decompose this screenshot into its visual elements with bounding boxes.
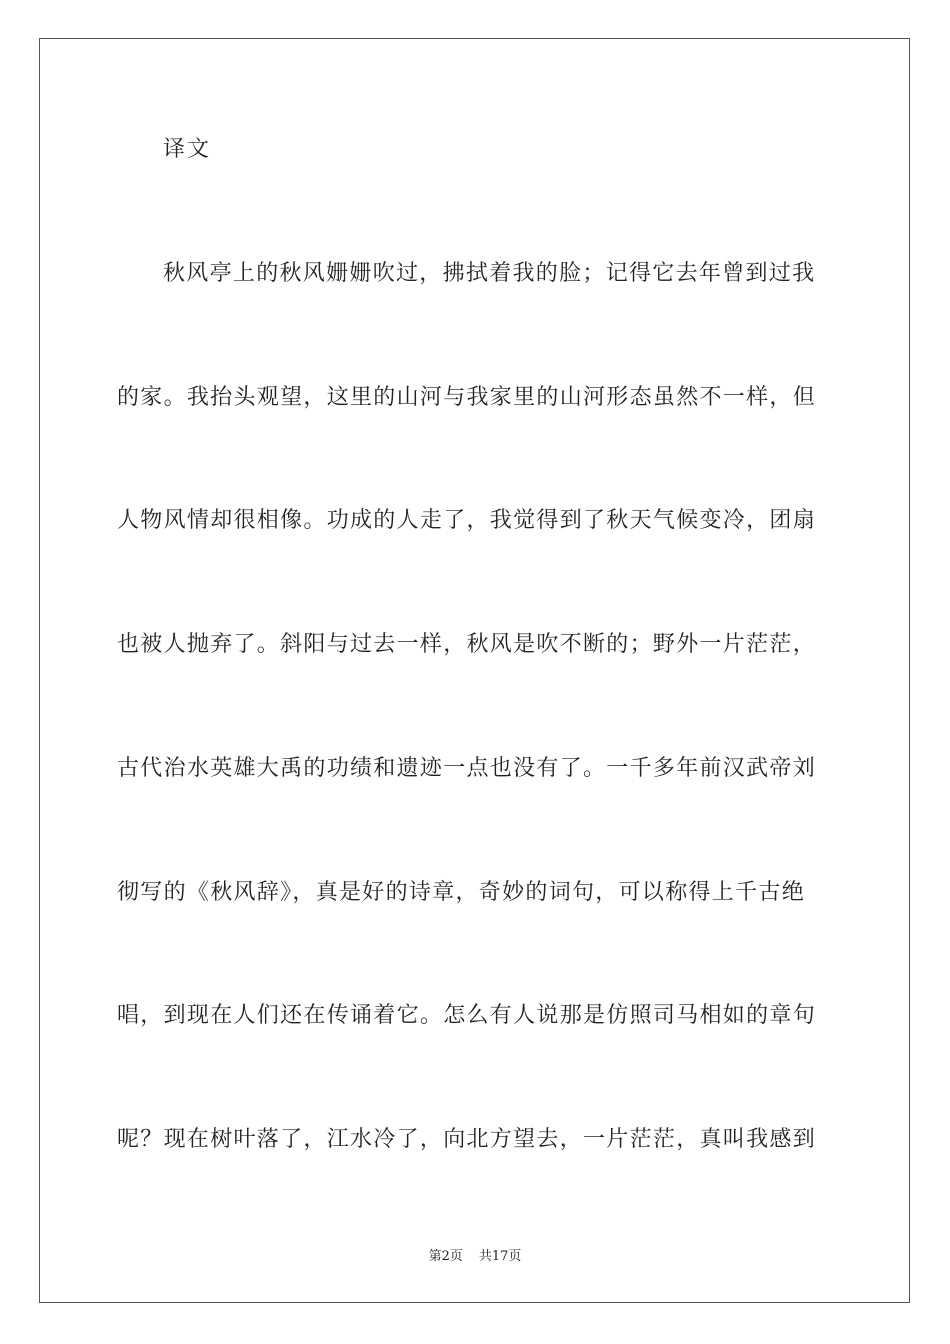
page-footer [0, 1248, 950, 1266]
page-frame [39, 38, 910, 1303]
paragraph-line: 的家。我抬头观望，这里的山河与我家里的山河形态虽然不一样，但 [117, 385, 817, 410]
paragraph-line: 人物风情却很相像。功成的人走了，我觉得到了秋天气候变冷，团扇 [117, 508, 817, 533]
page-number: 第2页 [428, 1249, 463, 1264]
paragraph-line: 古代治水英雄大禹的功绩和遗迹一点也没有了。一千多年前汉武帝刘 [117, 756, 817, 781]
section-heading: 译文 [163, 137, 212, 162]
page-total: 共17页 [478, 1249, 522, 1264]
paragraph-line: 彻写的《秋风辞》，真是好的诗章，奇妙的词句，可以称得上千古绝 [117, 880, 806, 905]
paragraph-line: 也被人抛弃了。斜阳与过去一样，秋风是吹不断的；野外一片茫茫， [117, 632, 817, 657]
paragraph-line: 秋风亭上的秋风姗姗吹过，拂拭着我的脸；记得它去年曾到过我 [163, 261, 816, 286]
paragraph-line: 呢？现在树叶落了，江水冷了，向北方望去，一片茫茫，真叫我感到 [117, 1127, 817, 1152]
paragraph-line: 唱，到现在人们还在传诵着它。怎么有人说那是仿照司马相如的章句 [117, 1003, 817, 1028]
